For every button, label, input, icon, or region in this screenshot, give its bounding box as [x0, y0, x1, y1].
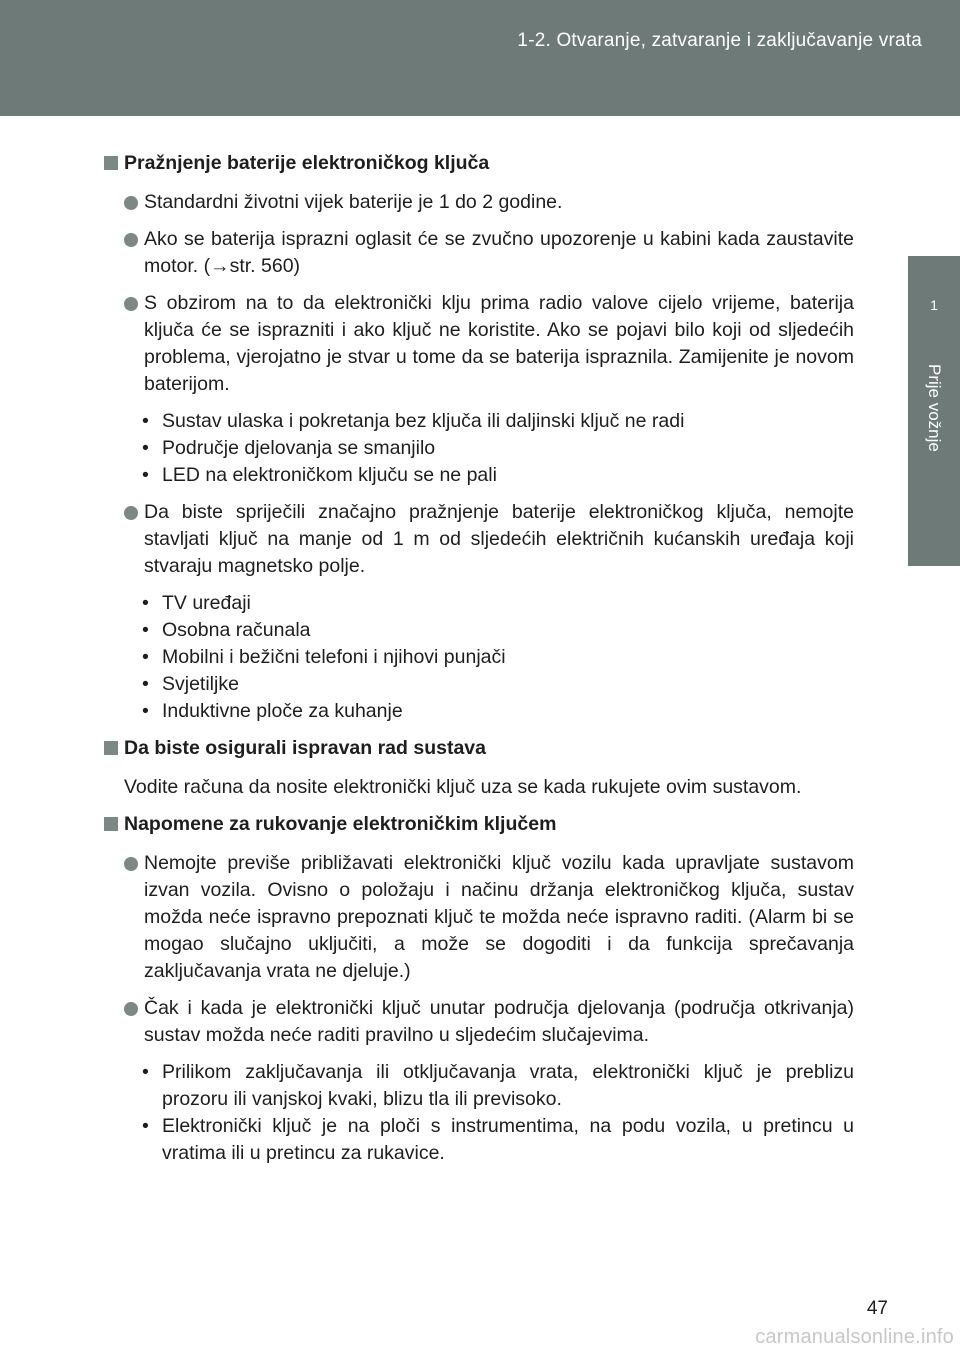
side-tab-label: Prije vožnje — [925, 364, 944, 452]
circle-bullet-icon — [124, 196, 138, 210]
circle-bullet-icon — [124, 1002, 138, 1016]
circle-bullet-icon — [124, 857, 138, 871]
bullet-item: Čak i kada je elektronički ključ unutar područja djelovanja (područja otkrivanja) sustav možda neće raditi pravilno u sljedećim slučajevima. — [104, 995, 854, 1049]
sub-list-item: • Područje djelovanja se smanjilo — [142, 437, 436, 459]
bullet-item: Nemojte previše približavati elektronički ključ vozilu kada upravljate sustavom izvan vozila. Ovisno o položaju i načinu držanja elektroničkog ključa, sustav možda neće ispravno prepoznati ključ te možda neće ispravno raditi. (Alarm bi se mogao slučajno uključiti, a može se dogoditi i da funkcija sprečavanja zaključavanja vrata ne djeluje.) — [104, 850, 854, 985]
sub-list — [104, 408, 854, 489]
sub-list-item: • TV uređaji — [142, 592, 251, 614]
paragraph: Vodite računa da nosite elektronički ključ uza se kada rukujete ovim sustavom. — [124, 776, 802, 798]
section-heading: Napomene za rukovanje elektroničkim ključem — [104, 811, 854, 838]
sub-list-item: • Mobilni i bežični telefoni i njihovi punjači — [142, 646, 506, 668]
sub-list-item: • Sustav ulaska i pokretanja bez ključa ili daljinski ključ ne radi — [142, 410, 685, 432]
circle-bullet-icon — [124, 233, 138, 247]
page-content — [104, 150, 854, 1177]
side-tab-number: 1 — [930, 297, 938, 313]
bullet-item: Standardni životni vijek baterije je 1 do 2 godine. — [104, 189, 854, 216]
sub-list-item: • Svjetiljke — [142, 673, 239, 695]
section-heading: Da biste osigurali ispravan rad sustava — [104, 735, 854, 762]
sub-list-item: • Osobna računala — [142, 619, 311, 641]
watermark: carmanualsonline.info — [755, 1326, 954, 1348]
square-bullet-icon — [104, 817, 118, 831]
page-number: 47 — [866, 1298, 888, 1319]
square-bullet-icon — [104, 741, 118, 755]
sub-list-item: • Prilikom zaključavanja ili otključavanja vrata, elektronički ključ je preblizu prozoru ili vanjskoj kvaki, blizu tla ili previsoko. — [142, 1061, 854, 1110]
circle-bullet-icon — [124, 506, 138, 520]
sub-list-item: • LED na elektroničkom ključu se ne pali — [142, 464, 497, 486]
chapter-title: 1-2. Otvaranje, zatvaranje i zaključavanje vrata — [517, 30, 922, 51]
sub-list-item: • Induktivne ploče za kuhanje — [142, 700, 403, 722]
section-heading: Pražnjenje baterije elektroničkog ključa — [104, 150, 854, 177]
bullet-item: S obzirom na to da elektronički klju prima radio valove cijelo vrijeme, baterija ključa će se isprazniti i ako ključ ne koristite. Ako se pojavi bilo koji od sljedećih problema, vjerojatno je stvar u tome da se baterija ispraznila. Zamijenite je novom baterijom. — [104, 290, 854, 398]
bullet-item: Ako se baterija isprazni oglasit će se zvučno upozorenje u kabini kada zaustavite motor. (→str. 560) — [104, 226, 854, 280]
bullet-item: Da biste spriječili značajno pražnjenje baterije elektroničkog ključa, nemojte stavljati ključ na manje od 1 m od sljedećih električnih kućanskih uređaja koji stvaraju magnetsko polje. — [104, 499, 854, 580]
sub-list — [104, 1059, 854, 1167]
sub-list — [104, 590, 854, 725]
sub-list-item: • Elektronički ključ je na ploči s instrumentima, na podu vozila, u pretincu u vratima ili u pretincu za rukavice. — [142, 1115, 854, 1164]
square-bullet-icon — [104, 156, 118, 170]
circle-bullet-icon — [124, 297, 138, 311]
header-band — [0, 0, 960, 116]
